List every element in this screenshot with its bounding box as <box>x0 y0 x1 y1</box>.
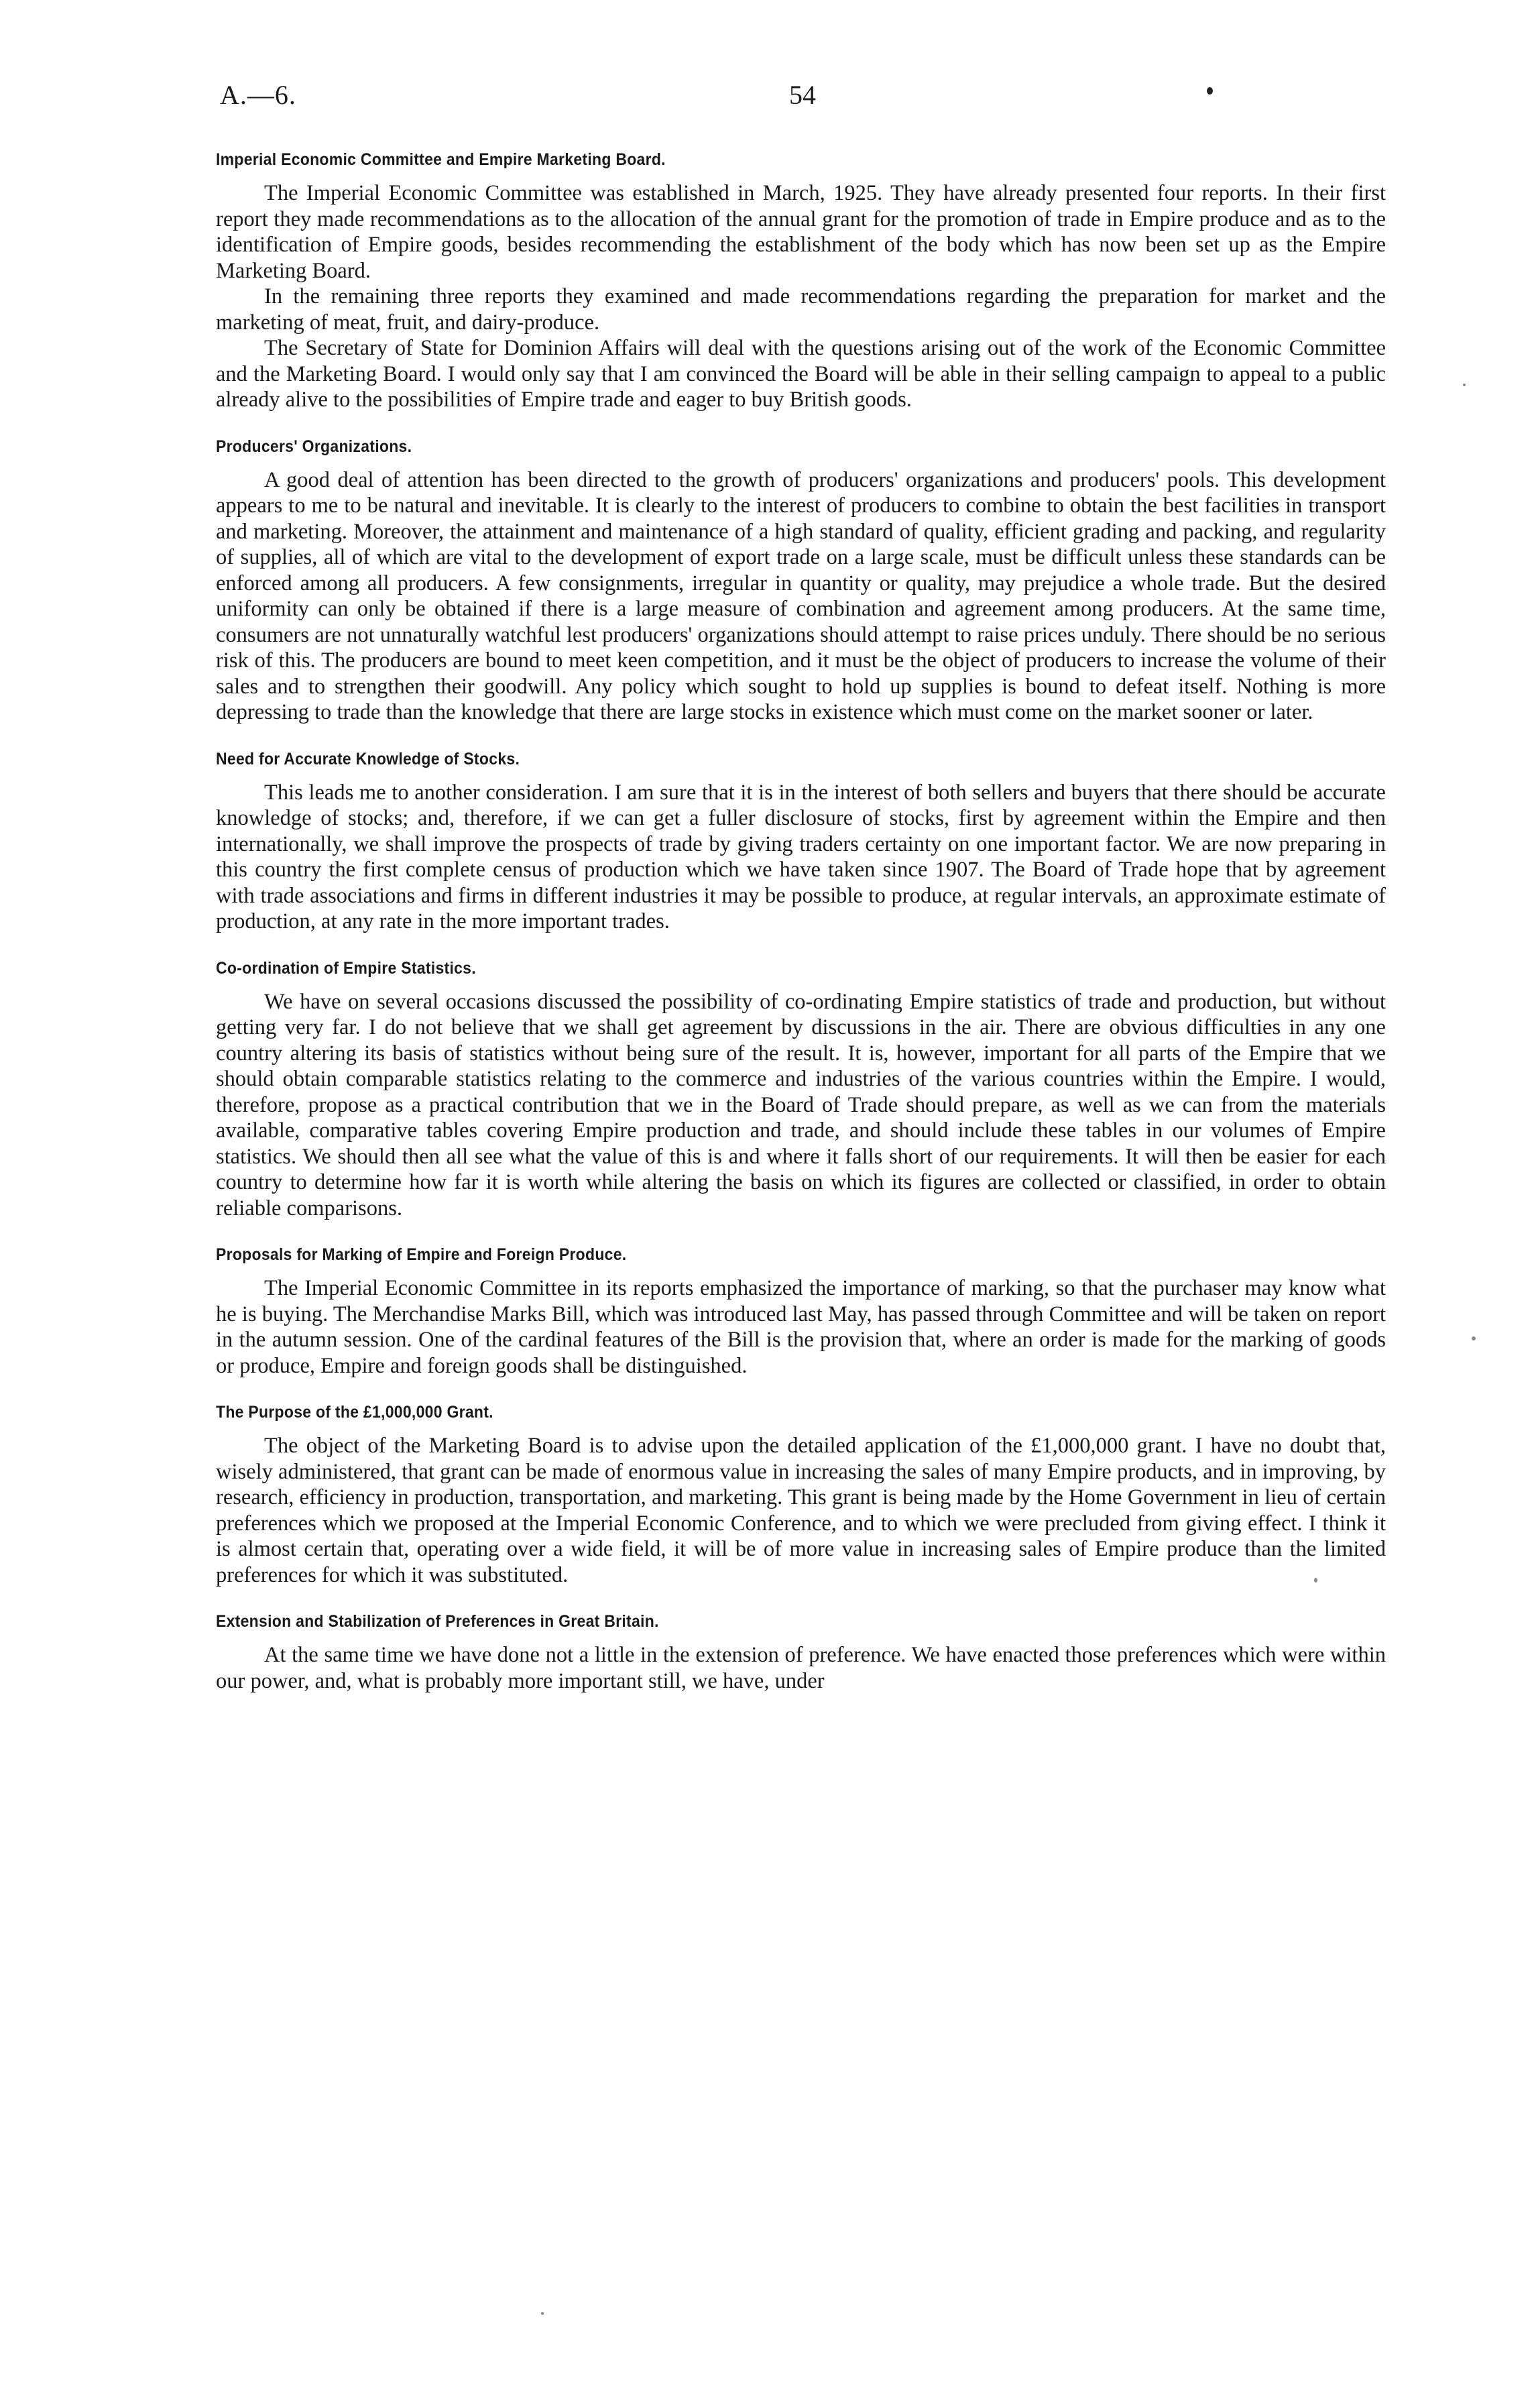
section-heading: Need for Accurate Knowledge of Stocks. <box>216 749 520 768</box>
ink-speck <box>1472 1336 1476 1340</box>
section-knowledge-of-stocks <box>216 750 1386 935</box>
section-heading: Co-ordination of Empire Statistics. <box>216 958 476 978</box>
section-imperial-economic-committee <box>216 150 1386 413</box>
ink-speck <box>541 2312 544 2315</box>
paragraph: The Imperial Economic Committee in its reports emphasized the importance of marking, so that the purchaser may know what he is buying. The Merchandise Marks Bill, which was introduced last May, has passed through Committee and will be taken on report in the autumn session. One of the cardinal features of the Bill is the provision that, where an order is made for the marking of goods or produce, Empire and foreign goods shall be distinguished. <box>216 1276 1386 1378</box>
paragraph: This leads me to another consideration. I am sure that it is in the interest of both sellers and buyers that there should be accurate knowledge of stocks; and, therefore, if we can get a fuller disclosure of stocks, first by agreement within the Empire and then internationally, we shall improve the prospects of trade by giving traders certainty on one important factor. We are now preparing in this country the first complete census of production which we have taken since 1907. The Board of Trade hope that by agreement with trade associations and firms in different industries it may be possible to produce, at regular intervals, an approximate estimate of production, at any rate in the more important trades. <box>216 780 1386 933</box>
page-header <box>216 79 1386 126</box>
ink-dot <box>1207 87 1213 95</box>
paragraph: The object of the Marketing Board is to advise upon the detailed application of the £1,000,000 grant. I have no doubt that, wisely administered, that grant can be made of enormous value in increasing the sales of many Empire products, and in improving, by research, efficiency in production, transportation, and marketing. This grant is being made by the Home Government in lieu of certain preferences which we proposed at the Imperial Economic Conference, and to which we were precluded from giving effect. I think it is almost certain that, operating over a wide field, it will be of more value in increasing sales of Empire produce than the limited preferences for which it was substituted. <box>216 1434 1386 1587</box>
section-empire-statistics <box>216 959 1386 1222</box>
page-number: 54 <box>789 80 816 110</box>
paragraph: The Imperial Economic Committee was established in March, 1925. They have already presented four reports. In their first report they made recommendations as to the allocation of the annual grant for the promotion of trade in Empire produce and as to the identification of Empire goods, besides recommending the establishment of the body which has now been set up as the Empire Marketing Board. <box>216 181 1386 283</box>
ink-speck <box>1463 384 1466 386</box>
paragraph: In the remaining three reports they examined and made recommendations regarding the preparation for market and the marketing of meat, fruit, and dairy-produce. <box>216 284 1386 335</box>
paragraph: We have on several occasions discussed the possibility of co-ordinating Empire statistics of trade and production, but without getting very far. I do not believe that we shall get agreement by discussions in the air. There are obvious difficulties in any one country altering its basis of statistics without being sure of the result. It is, however, important for all parts of the Empire that we should obtain comparable statistics relating to the commerce and industries of the various countries within the Empire. I would, therefore, propose as a practical contribution that we in the Board of Trade should prepare, as well as we can from the materials available, comparative tables covering Empire production and trade, and should include these tables in our volumes of Empire statistics. We should then all see what the value of this is and where it falls short of our requirements. It will then be easier for each country to determine how far it is worth while altering the basis on which its figures are collected or classified, in order to obtain reliable comparisons. <box>216 989 1386 1220</box>
section-heading: The Purpose of the £1,000,000 Grant. <box>216 1403 493 1422</box>
section-producers-organizations <box>216 437 1386 726</box>
section-grant-purpose <box>216 1403 1386 1588</box>
section-marking-of-produce <box>216 1245 1386 1379</box>
section-heading: Imperial Economic Committee and Empire Marketing Board. <box>216 150 666 169</box>
document-code: A.—6. <box>220 80 296 110</box>
section-heading: Extension and Stabilization of Preferences in Great Britain. <box>216 1612 659 1631</box>
paragraph: A good deal of attention has been directed to the growth of producers' organizations and producers' pools. This development appears to me to be natural and inevitable. It is clearly to the interest of producers to combine to obtain the best facilities in transport and marketing. Moreover, the attainment and maintenance of a high standard of quality, efficient grading and packing, and regularity of supplies, all of which are vital to the development of export trade on a large scale, must be difficult unless these standards can be enforced among all producers. A few consignments, irregular in quantity or quality, may prejudice a whole trade. But the desired uniformity can only be obtained if there is a large measure of combination and agreement among producers. At the same time, consumers are not unnaturally watchful lest producers' organizations should attempt to raise prices unduly. There should be no serious risk of this. The producers are bound to meet keen competition, and it must be the object of producers to increase the volume of their sales and to strengthen their goodwill. Any policy which sought to hold up supplies is bound to defeat itself. Nothing is more depressing to trade than the knowledge that there are large stocks in existence which must come on the market sooner or later. <box>216 467 1386 724</box>
section-heading: Proposals for Marking of Empire and Foreign Produce. <box>216 1245 627 1264</box>
paragraph: The Secretary of State for Dominion Affairs will deal with the questions arising out of the work of the Economic Committee and the Marketing Board. I would only say that I am convinced the Board will be able in their selling campaign to appeal to a public already alive to the possibilities of Empire trade and eager to buy British goods. <box>216 336 1386 412</box>
section-preferences <box>216 1612 1386 1694</box>
section-heading: Producers' Organizations. <box>216 437 412 456</box>
ink-speck <box>1314 1578 1317 1583</box>
paragraph: At the same time we have done not a little in the extension of preference. We have enacted those preferences which were within our power, and, what is probably more important still, we have, under <box>216 1643 1386 1693</box>
document-page <box>216 79 1386 1694</box>
